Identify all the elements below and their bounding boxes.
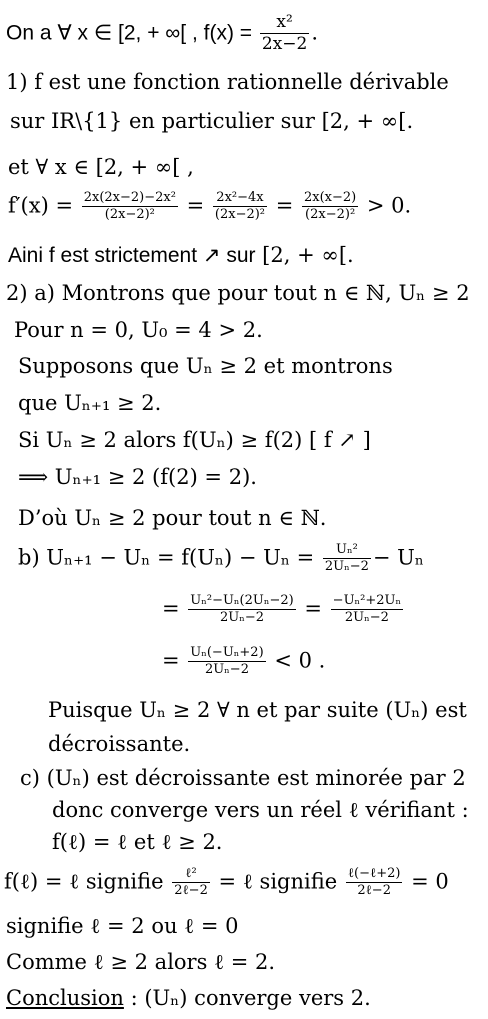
fraction-f: $\frac{\text{x²}}{2x-2}$ bbox=[261, 12, 308, 55]
line-limit: Comme ℓ ≥ 2 alors ℓ = 2. bbox=[6, 950, 276, 974]
line-base-case: Pour n = 0, U₀ = 4 > 2. bbox=[14, 318, 263, 342]
fraction-derivative-1: $\frac{\text{2x(2x−2)−2x²}}{\text{(2x−2)²}}$ bbox=[83, 190, 176, 223]
line-part1-domain: sur IR\{1} en particulier sur [2, + ∞[. bbox=[10, 109, 414, 133]
line-solutions: signifie ℓ = 2 ou ℓ = 0 bbox=[6, 914, 239, 938]
line-decreasing: Puisque Uₙ ≥ 2 ∀ n et par suite (Uₙ) est bbox=[48, 698, 467, 722]
fraction-diff-4: $\frac{\text{Uₙ(−Uₙ+2)}}{\text{2Uₙ−2}}$ bbox=[190, 645, 264, 678]
line-part2a-title: 2) a) Montrons que pour tout n ∈ ℕ, Uₙ ≥ 2 bbox=[6, 281, 470, 305]
fraction-diff-2: $\frac{\text{Uₙ²−Uₙ(2Uₙ−2)}}{\text{2Uₙ−2}}$ bbox=[190, 593, 294, 626]
line-fixed-point: f(ℓ) = ℓ et ℓ ≥ 2. bbox=[52, 830, 223, 854]
line-hypothesis-cont: que Uₙ₊₁ ≥ 2. bbox=[18, 391, 162, 415]
line-part1-title: 1) f est une fonction rationnelle dérivable bbox=[6, 70, 449, 94]
line-forall: et ∀ x ∈ [2, + ∞[ , bbox=[8, 155, 194, 179]
fraction-diff-1: $\frac{\text{Uₙ²}}{\text{2Uₙ−2}}$ bbox=[324, 542, 369, 575]
line-decreasing-cont: décroissante. bbox=[48, 732, 191, 756]
line-conclusion-step: ⟹ Uₙ₊₁ ≥ 2 (f(2) = 2). bbox=[18, 465, 257, 489]
line-definition: On a ∀ x ∈ [2, + ∞[ , f(x) = $\frac{\text{x²}}{2x-2}$ . bbox=[6, 12, 319, 55]
fraction-derivative-2: $\frac{\text{2x²−4x}}{\text{(2x−2)²}}$ bbox=[214, 190, 266, 223]
line-part2b-step3: = $\frac{\text{Uₙ(−Uₙ+2)}}{\text{2Uₙ−2}}$ < 0 . bbox=[162, 645, 326, 678]
line-part2b-step2: = $\frac{\text{Uₙ²−Uₙ(2Uₙ−2)}}{\text{2Uₙ−2}}$ = $\frac{\text{−Uₙ²+2Uₙ}}{\text{2Uₙ−2}}$ bbox=[162, 593, 402, 626]
line-induction-result: D’où Uₙ ≥ 2 pour tout n ∈ ℕ. bbox=[18, 506, 327, 530]
line-part2c-title: c) (Uₙ) est décroissante est minorée par 2 bbox=[20, 766, 466, 790]
line-fixed-point-solve: f(ℓ) = ℓ signifie $\frac{\text{ℓ²}}{\text{2ℓ−2}}$ = ℓ signifie $\frac{\text{ℓ(−ℓ+2)}}{\text{2ℓ−2}}$ = 0 bbox=[4, 866, 449, 899]
line-converge: donc converge vers un réel ℓ vérifiant : bbox=[52, 798, 469, 822]
fraction-l-1: $\frac{\text{ℓ²}}{\text{2ℓ−2}}$ bbox=[174, 866, 208, 899]
line-hypothesis: Supposons que Uₙ ≥ 2 et montrons bbox=[18, 354, 393, 378]
line-part2b-difference: b) Uₙ₊₁ − Uₙ = f(Uₙ) − Uₙ = $\frac{\text{Uₙ²}}{\text{2Uₙ−2}}$ − Uₙ bbox=[18, 542, 424, 575]
fraction-derivative-3: $\frac{2x(x-2)}{\text{(2x−2)²}}$ bbox=[303, 190, 357, 223]
line-implication: Si Uₙ ≥ 2 alors f(Uₙ) ≥ f(2) [ f ↗ ] bbox=[18, 428, 371, 452]
line-derivative: f′(x) = $\frac{\text{2x(2x−2)−2x²}}{\text{(2x−2)²}}$ = $\frac{\text{2x²−4x}}{\text{(2x−2)²}}$ = $\frac{2x(x-2)}{\text{(2x−2)²}}$ > 0. bbox=[8, 190, 412, 223]
conclusion-label: Conclusion bbox=[6, 986, 124, 1010]
fraction-diff-3: $\frac{\text{−Uₙ²+2Uₙ}}{\text{2Uₙ−2}}$ bbox=[332, 593, 402, 626]
line-increasing: Aini f est strictement ↗ sur [2, + ∞[. bbox=[8, 243, 354, 267]
fraction-l-2: $\frac{\text{ℓ(−ℓ+2)}}{\text{2ℓ−2}}$ bbox=[347, 866, 401, 899]
line-conclusion: Conclusion : (Uₙ) converge vers 2. bbox=[6, 986, 371, 1010]
